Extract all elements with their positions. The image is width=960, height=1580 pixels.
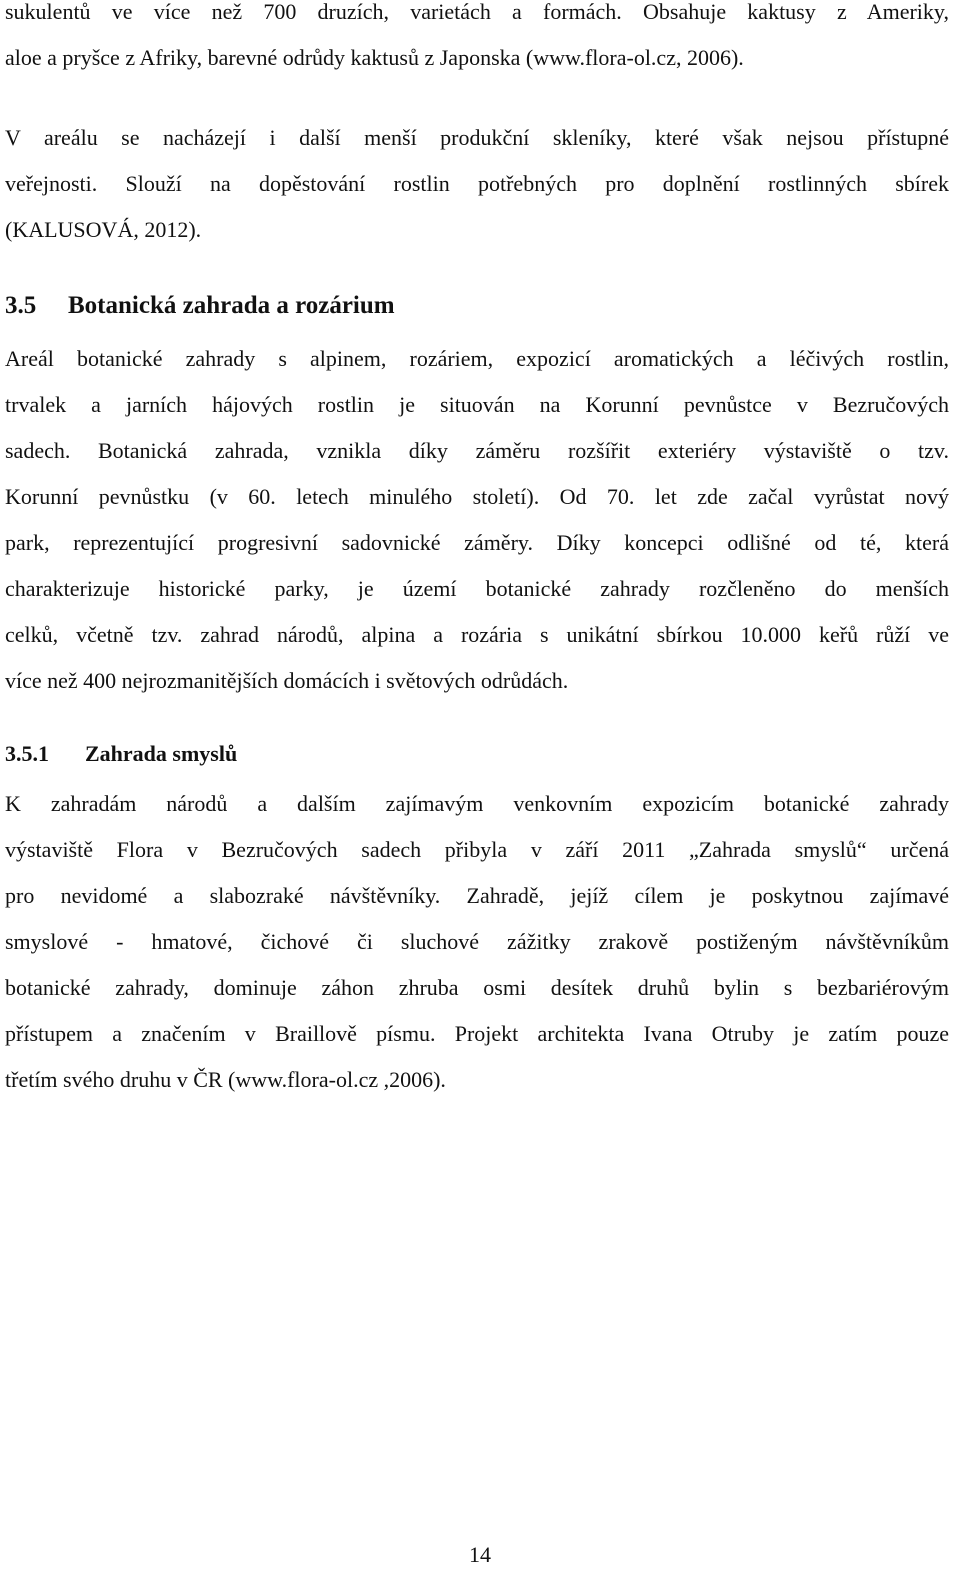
text-line: sukulentů ve více než 700 druzích, varietách a formách. Obsahuje kaktusy z Ameriky, <box>5 0 949 24</box>
text-line: přístupem a značením v Braillově písmu. Projekt architekta Ivana Otruby je zatím pouze <box>5 1021 949 1046</box>
text-line: V areálu se nacházejí i další menší produkční skleníky, které však nejsou přístupné <box>5 125 949 150</box>
section-number: 3.5 <box>5 292 37 319</box>
text-line: park, reprezentující progresivní sadovnické záměry. Díky koncepci odlišné od té, která <box>5 530 949 555</box>
text-line: veřejnosti. Slouží na dopěstování rostlin potřebných pro doplnění rostlinných sbírek <box>5 171 949 196</box>
text-line: třetím svého druhu v ČR (www.flora-ol.cz ,2006). <box>5 1067 446 1092</box>
paragraph-intro-continued <box>5 0 949 81</box>
text-line: více než 400 nejrozmanitějších domácích i světových odrůdách. <box>5 668 569 693</box>
paragraph-greenhouses <box>5 115 949 253</box>
page-number: 14 <box>469 1542 491 1567</box>
text-line: (KALUSOVÁ, 2012). <box>5 217 202 242</box>
text-line: pro nevidomé a slabozraké návštěvníky. Zahradě, jejíž cílem je poskytnou zajímavé <box>5 883 949 908</box>
subsection-heading <box>5 734 949 774</box>
text-line: trvalek a jarních hájových rostlin je situován na Korunní pevnůstce v Bezručových <box>5 392 949 417</box>
text-line: botanické zahrady, dominuje záhon zhruba osmi desítek druhů bylin s bezbariérovým <box>5 975 949 1000</box>
section-heading <box>5 286 949 326</box>
paragraph-garden-of-senses <box>5 781 949 1103</box>
text-line: výstaviště Flora v Bezručových sadech přibyla v září 2011 „Zahrada smyslů“ určená <box>5 837 949 862</box>
section-title: Botanická zahrada a rozárium <box>68 292 395 319</box>
text-line: Korunní pevnůstku (v 60. letech minulého století). Od 70. let zde začal vyrůstat nový <box>5 484 949 509</box>
text-line: K zahradám národů a dalším zajímavým venkovním expozicím botanické zahrady <box>5 791 949 816</box>
text-line: aloe a pryšce z Afriky, barevné odrůdy kaktusů z Japonska (www.flora-ol.cz, 2006). <box>5 45 744 70</box>
document-page <box>5 0 949 1103</box>
paragraph-botanic-garden <box>5 336 949 704</box>
subsection-number: 3.5.1 <box>5 741 49 766</box>
text-line: celků, včetně tzv. zahrad národů, alpina a rozária s unikátní sbírkou 10.000 keřů růží ve <box>5 622 949 647</box>
text-line: sadech. Botanická zahrada, vznikla díky záměru rozšířit exteriéry výstaviště o tzv. <box>5 438 949 463</box>
subsection-title: Zahrada smyslů <box>85 741 238 766</box>
text-line: smyslové - hmatové, čichové či sluchové zážitky zrakově postiženým návštěvníkům <box>5 929 949 954</box>
text-line: charakterizuje historické parky, je území botanické zahrady rozčleněno do menších <box>5 576 949 601</box>
text-line: Areál botanické zahrady s alpinem, rozáriem, expozicí aromatických a léčivých rostlin, <box>5 346 949 371</box>
